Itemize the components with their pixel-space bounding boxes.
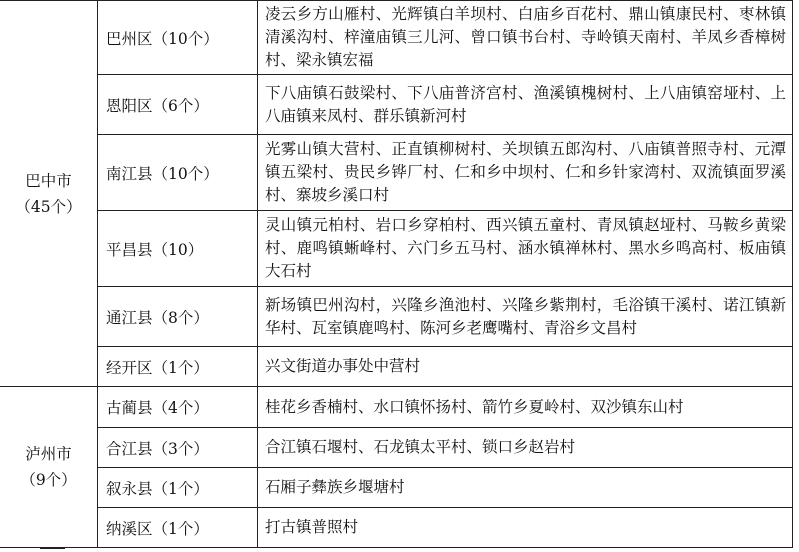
city-cell — [0, 1, 98, 387]
county-name: 巴州区（10个） — [98, 1, 258, 75]
city-count: （45个） — [15, 197, 82, 216]
table-row — [0, 135, 793, 211]
county-name: 南江县（10个） — [98, 135, 258, 211]
table-row — [0, 211, 793, 287]
table-row — [0, 75, 793, 135]
table-row — [0, 428, 793, 468]
village-list: 桂花乡香楠村、水口镇怀扬村、箭竹乡夏岭村、双沙镇东山村 — [258, 387, 793, 428]
village-list: 打古镇普照村 — [258, 508, 793, 548]
county-name: 合江县（3个） — [98, 428, 258, 468]
table-continuation-line — [40, 548, 65, 552]
table-row — [0, 508, 793, 548]
city-name: 泸州市 — [25, 445, 72, 463]
village-list: 新场镇巴州沟村，兴隆乡渔池村、兴隆乡紫荆村，毛浴镇干溪村、诺江镇新华村、瓦室镇鹿鸣村、陈河乡老鹰嘴村、青浴乡文昌村 — [258, 287, 793, 347]
county-name: 古蔺县（4个） — [98, 387, 258, 428]
village-list: 合江镇石堰村、石龙镇太平村、锁口乡赵岩村 — [258, 428, 793, 468]
village-list: 石厢子彝族乡堰塘村 — [258, 468, 793, 508]
village-list: 下八庙镇石鼓梁村、下八庙普济宫村、渔溪镇槐树村、上八庙镇窑垭村、上八庙镇来凤村、群乐镇新河村 — [258, 75, 793, 135]
table-row — [0, 468, 793, 508]
county-name: 恩阳区（6个） — [98, 75, 258, 135]
county-name: 经开区（1个） — [98, 347, 258, 387]
table-row — [0, 1, 793, 75]
city-name: 巴中市 — [25, 171, 72, 190]
city-count: （9个） — [20, 471, 77, 489]
county-name: 叙永县（1个） — [98, 468, 258, 508]
table-row — [0, 387, 793, 428]
table-row — [0, 287, 793, 347]
village-list: 兴文街道办事处中营村 — [258, 347, 793, 387]
table-row — [0, 347, 793, 387]
village-list: 灵山镇元柏村、岩口乡穿柏村、西兴镇五童村、青凤镇赵垭村、马鞍乡黄梁村、鹿鸣镇蜥峰村、六门乡五马村、涵水镇禅林村、黑水乡鸣高村、板庙镇大石村 — [258, 211, 793, 287]
county-name: 纳溪区（1个） — [98, 508, 258, 548]
county-name: 平昌县（10） — [98, 211, 258, 287]
county-name: 通江县（8个） — [98, 287, 258, 347]
village-list: 凌云乡方山雁村、光辉镇白羊坝村、白庙乡百花村、鼎山镇康民村、枣林镇清溪沟村、梓潼庙镇三儿河、曾口镇书台村、寺岭镇天南村、羊凤乡香樟树村、梁永镇宏福 — [258, 1, 793, 75]
city-cell — [0, 387, 98, 548]
village-list: 光雾山镇大营村、正直镇柳树村、关坝镇五郎沟村、八庙镇普照寺村、元潭镇五梁村、贵民乡铧厂村、仁和乡中坝村、仁和乡针家湾村、双流镇面罗溪村、寨坡乡溪口村 — [258, 135, 793, 211]
